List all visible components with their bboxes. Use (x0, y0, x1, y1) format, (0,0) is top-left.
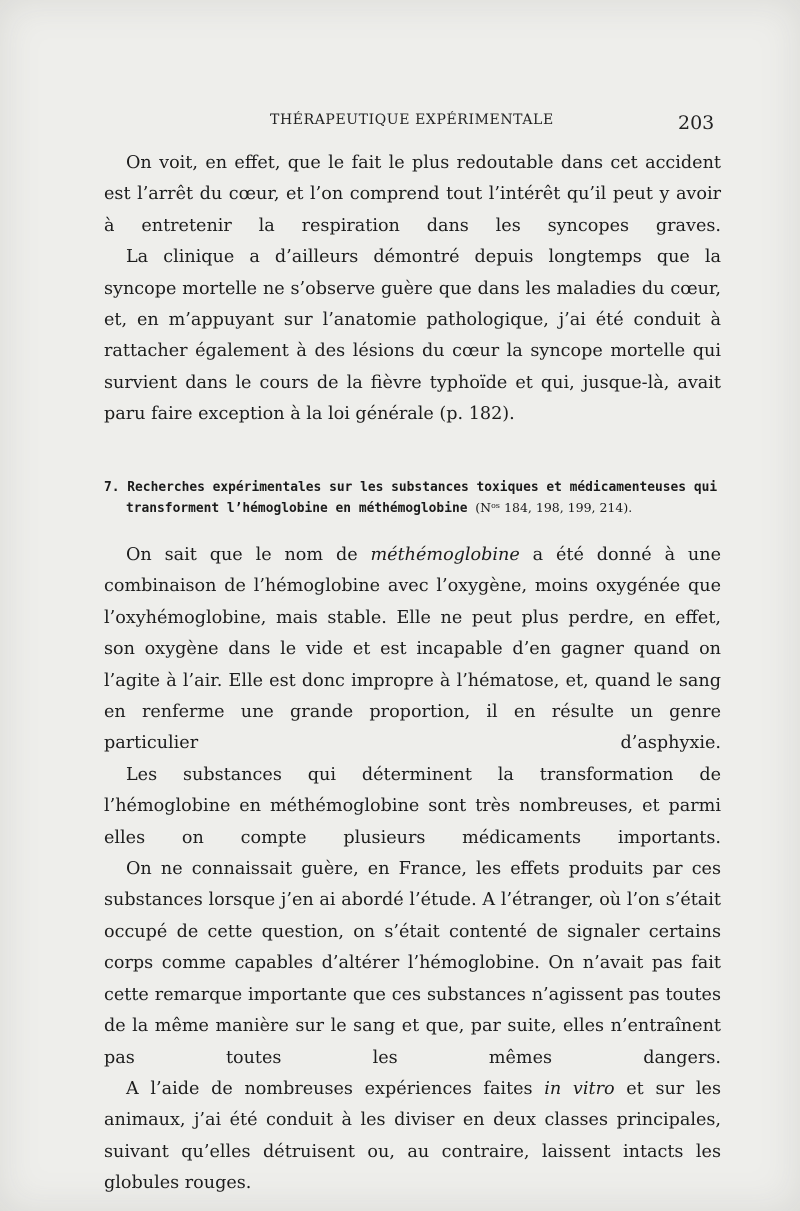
p4-italic-term: in vitro (544, 1078, 615, 1099)
paragraph-substances: Les substances qui déterminent la transformation de l’hémoglobine en méthémoglobine sont très nombreuses, et parmi elles on compte plusieurs médicaments importants. (104, 764, 721, 848)
p1-text-before: On sait que le nom de (126, 545, 371, 565)
p1-italic-term: méthémoglobine (370, 545, 520, 565)
section-heading-line1: 7. Recherches expérimentales sur les substances toxiques et médicamenteuses qui (104, 480, 718, 495)
paragraph-syncope-effect: On voit, en effet, que le fait le plus redoutable dans cet accident est l’arrêt du cœur, et l’on comprend tout l’intérêt qu’il peut y avoir à entretenir la respiration dans les syncopes graves. (104, 153, 721, 236)
paragraph-methemoglobine (104, 540, 721, 760)
paragraph-experiences (104, 1074, 721, 1200)
p4-text-before: A l’aide de nombreuses expériences faites (126, 1078, 545, 1099)
section-heading (104, 478, 721, 519)
paragraph-clinique: La clinique a d’ailleurs démontré depuis longtemps que la syncope mortelle ne s’observe guère que dans les maladies du cœur, et, en m’appuyant sur l’anatomie pathologique, j’ai été conduit à rattacher également à des lésions du cœur la syncope mortelle qui survient dans le cours de la fièvre typhoïde et qui, jusque-là, avait paru faire exception à la loi générale (p. 182). (104, 247, 721, 425)
p1-text-after: a été donné à une combinaison de l’hémoglobine avec l’oxygène, moins oxygénée que l’oxyhémoglobine, mais stable. Elle ne peut plus perdre, en effet, son oxygène dans le vide et est incapable d’en gagner quand on l’agite à l’air. Elle est donc impropre à l’hématose, et, quand le sang en renferme une grande proportion, il en résulte un genre particulier d’asphyxie. (104, 545, 721, 754)
text-block-top (104, 148, 721, 431)
section-heading-numbers: (Nᵒˢ 184, 198, 199, 214). (475, 500, 633, 515)
running-head: THÉRAPEUTIQUE EXPÉRIMENTALE (270, 112, 554, 128)
page-number: 203 (678, 112, 715, 134)
text-block-bottom (104, 540, 721, 1200)
p4-text-after: et sur les animaux, j’ai été conduit à les diviser en deux classes principales, suivant qu’elles détruisent ou, au contraire, laissent intacts les globules rouges. (104, 1078, 721, 1194)
paragraph-france: On ne connaissait guère, en France, les effets produits par ces substances lorsque j’en ai abordé l’étude. A l’étranger, où l’on s’était occupé de cette question, on s’était contenté de signaler certains corps comme capables d’altérer l’hémoglobine. On n’avait pas fait cette remarque importante que ces substances n’agissent pas toutes de la même manière sur le sang et que, par suite, elles n’entraînent pas toutes les mêmes dangers. (104, 859, 721, 1068)
section-heading-line2-text: transforment l’hémoglobine en méthémoglobine (126, 501, 468, 516)
section-heading-line2 (104, 498, 721, 519)
